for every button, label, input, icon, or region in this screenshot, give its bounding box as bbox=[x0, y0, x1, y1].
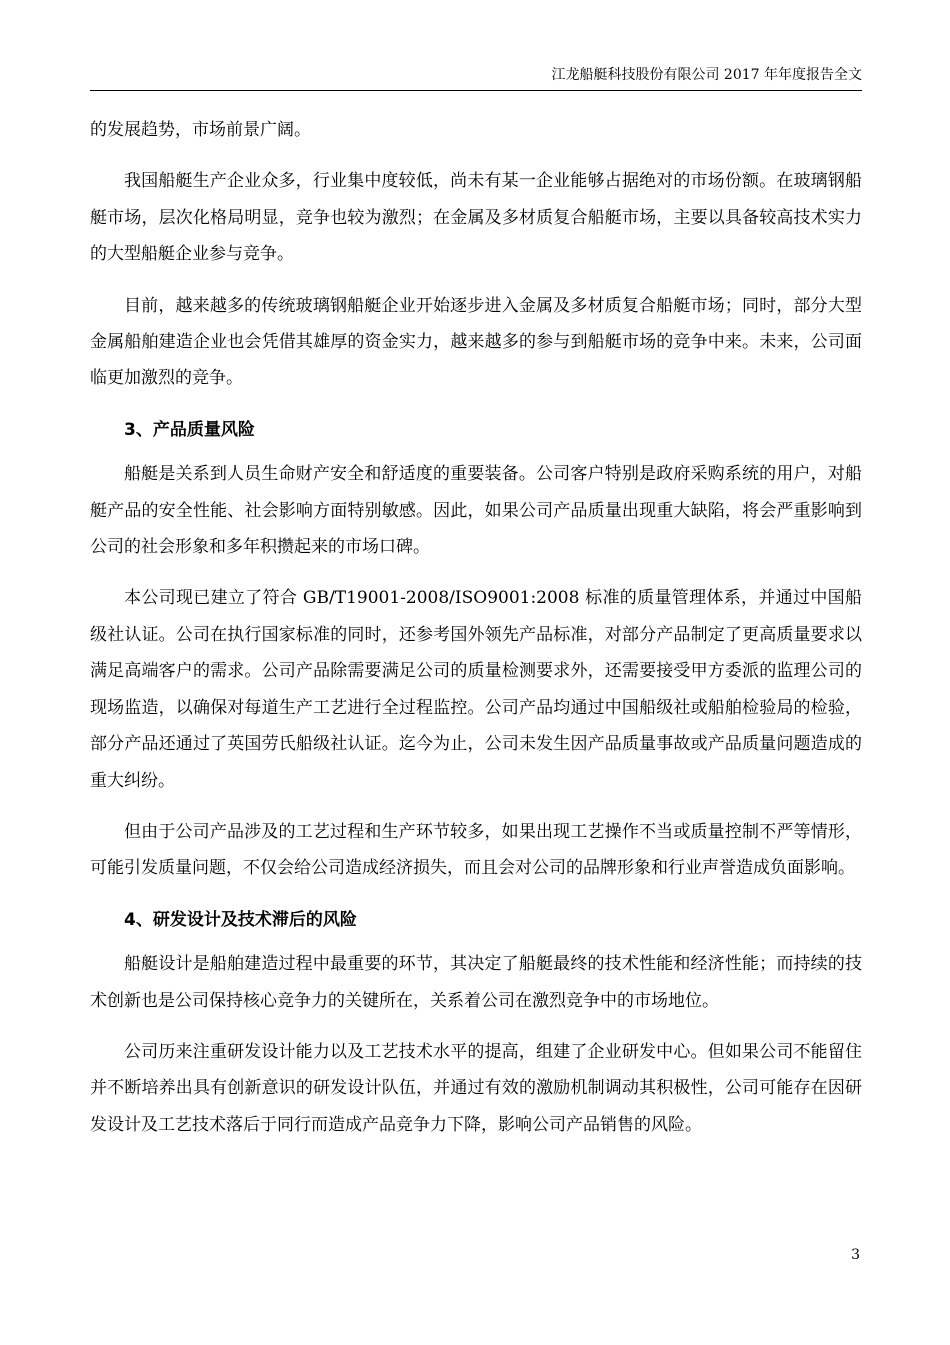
header-title: 江龙船艇科技股份有限公司 2017 年年度报告全文 bbox=[551, 67, 862, 83]
paragraph: 我国船艇生产企业众多，行业集中度较低，尚未有某一企业能够占据绝对的市场份额。在玻璃钢船艇市场，层次化格局明显，竞争也较为激烈；在金属及多材质复合船艇市场，主要以具备较高技术实力的大型船艇企业参与竞争。 bbox=[90, 171, 862, 265]
paragraph: 船艇设计是船舶建造过程中最重要的环节，其决定了船艇最终的技术性能和经济性能；而持续的技术创新也是公司保持核心竞争力的关键所在，关系着公司在激烈竞争中的市场地位。 bbox=[90, 954, 862, 1011]
paragraph: 船艇是关系到人员生命财产安全和舒适度的重要装备。公司客户特别是政府采购系统的用户，对船艇产品的安全性能、社会影响方面特别敏感。因此，如果公司产品质量出现重大缺陷，将会严重影响到公司的社会形象和多年积攒起来的市场口碑。 bbox=[90, 464, 862, 558]
page-header bbox=[90, 62, 862, 91]
paragraph: 目前，越来越多的传统玻璃钢船艇企业开始逐步进入金属及多材质复合船艇市场；同时，部分大型金属船舶建造企业也会凭借其雄厚的资金实力，越来越多的参与到船艇市场的竞争中来。未来，公司面临更加激烈的竞争。 bbox=[90, 295, 862, 389]
page-number: 3 bbox=[851, 1247, 860, 1263]
section-heading: 3、产品质量风险 bbox=[124, 419, 255, 440]
paragraph: 本公司现已建立了符合 GB/T19001-2008/ISO9001:2008 标准的质量管理体系，并通过中国船级社认证。公司在执行国家标准的同时，还参考国外领先产品标准，对部分产品制定了更高质量要求以满足高端客户的需求。公司产品除需要满足公司的质量检测要求外，还需要接受甲方委派的监理公司的现场监造，以确保对每道生产工艺进行全过程监控。公司产品均通过中国船级社或船舶检验局的检验，部分产品还通过了英国劳氏船级社认证。迄今为止，公司未发生因产品质量事故或产品质量问题造成的重大纠纷。 bbox=[90, 588, 862, 791]
paragraph-continuation: 的发展趋势，市场前景广阔。 bbox=[90, 120, 311, 140]
section-heading: 4、研发设计及技术滞后的风险 bbox=[124, 909, 357, 930]
document-body bbox=[90, 112, 862, 1158]
paragraph: 但由于公司产品涉及的工艺过程和生产环节较多，如果出现工艺操作不当或质量控制不严等情形，可能引发质量问题，不仅会给公司造成经济损失，而且会对公司的品牌形象和行业声誉造成负面影响。 bbox=[90, 821, 862, 879]
paragraph: 公司历来注重研发设计能力以及工艺技术水平的提高，组建了企业研发中心。但如果公司不能留住并不断培养出具有创新意识的研发设计队伍，并通过有效的激励机制调动其积极性，公司可能存在因研发设计及工艺技术落后于同行而造成产品竞争力下降，影响公司产品销售的风险。 bbox=[90, 1041, 862, 1135]
